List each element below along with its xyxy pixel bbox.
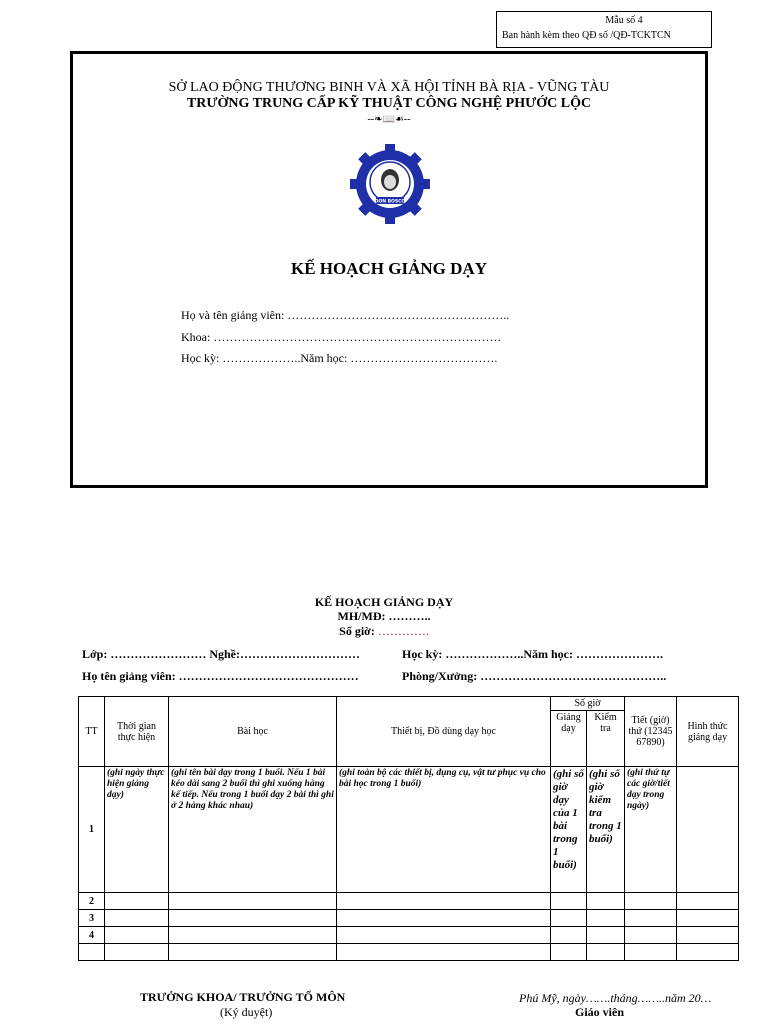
row-number: 3 [79, 910, 105, 927]
ornament: --❧📖☙-- [367, 114, 411, 125]
cell-period: (ghi thứ tự các giờ/tiết dạy trong ngày) [625, 767, 677, 893]
lecturer-name-field: Họ và tên giảng viên: ……………………………………………….. [181, 308, 510, 322]
table-row [79, 767, 739, 893]
plan-table [78, 696, 739, 961]
hours-line [0, 624, 768, 639]
cell-equipment: (ghi toàn bộ các thiết bị, dụng cụ, vật tư phục vụ cho bài học trong 1 buổi) [337, 767, 551, 893]
approval-note: (Ký duyệt) [220, 1005, 273, 1019]
cell-time: (ghi ngày thực hiện giảng dạy) [105, 767, 169, 893]
header-lesson: Bài học [169, 697, 337, 767]
header-form: Hình thức giảng dạy [677, 697, 739, 767]
row-number: 1 [79, 767, 105, 893]
row-number: 4 [79, 927, 105, 944]
semester-year-field: Học kỳ: ………………..Năm học: ………………………………. [181, 351, 498, 365]
table-row [79, 910, 739, 927]
cell-test: (ghi số giờ kiểm tra trong 1 buổi) [587, 767, 625, 893]
header-teach: Giảng dạy [551, 711, 587, 767]
room-line: Phòng/Xưởng: ……………………………………….. [402, 669, 667, 683]
table-row [79, 927, 739, 944]
cover-frame [70, 51, 708, 488]
place-date-line: Phú Mỹ, ngày…….tháng……..năm 20… [519, 991, 712, 1005]
school-name: TRƯỜNG TRUNG CẤP KỸ THUẬT CÔNG NGHỆ PHƯỚC LỘC [186, 96, 592, 111]
hours-value: …………. [377, 624, 429, 638]
table-row [79, 893, 739, 910]
cell-lesson: (ghi tên bài dạy trong 1 buổi. Nếu 1 bài kéo dài sang 2 buổi thì ghi xuống hàng kế tiếp. Nếu trong 1 buổi dạy 2 bài thì ghi ở 2 hàng khác nhau) [169, 767, 337, 893]
form-number: Mẫu số 4 [605, 15, 643, 26]
header-hours: Số giờ [551, 697, 625, 711]
cover-title: KẾ HOẠCH GIẢNG DẠY [291, 259, 487, 278]
form-number-box [496, 11, 712, 48]
department-head-title: TRƯỞNG KHOA/ TRƯỞNG TỔ MÔN [140, 990, 346, 1004]
teacher-signature-title: Giáo viên [575, 1005, 625, 1019]
header-period: Tiết (giờ) thứ (12345 67890) [625, 697, 677, 767]
school-logo-icon [348, 142, 432, 226]
logo-text: DON BOSCO [374, 199, 406, 205]
row-number: 2 [79, 893, 105, 910]
department-name: SỞ LAO ĐỘNG THƯƠNG BINH VÀ XÃ HỘI TỈNH BÀ RỊA - VŨNG TÀU [168, 80, 610, 95]
hours-label: Số giờ: [339, 624, 375, 638]
teacher-line: Họ tên giảng viên: ……………………………………… [82, 669, 359, 683]
class-profession-line: Lớp: …………………… Nghề:………………………… [82, 647, 360, 661]
header-equipment: Thiết bị, Đồ dùng dạy học [337, 697, 551, 767]
cell-teach: (ghi số giờ dạy của 1 bài trong 1 buổi) [551, 767, 587, 893]
plan-title: KẾ HOẠCH GIẢNG DẠY [314, 595, 454, 609]
subject-line: MH/MĐ: ……….. [337, 609, 431, 623]
header-tt: TT [79, 697, 105, 767]
faculty-field: Khoa: ……………………………………………………………… [181, 330, 502, 344]
table-row [79, 944, 739, 961]
cell-form [677, 767, 739, 893]
header-test: Kiểm tra [587, 711, 625, 767]
semester-line: Học kỳ: ………………..Năm học: …………………. [402, 647, 663, 661]
header-time: Thời gian thực hiện [105, 697, 169, 767]
form-decision-ref: Ban hành kèm theo QĐ số /QĐ-TCKTCN [502, 30, 671, 41]
